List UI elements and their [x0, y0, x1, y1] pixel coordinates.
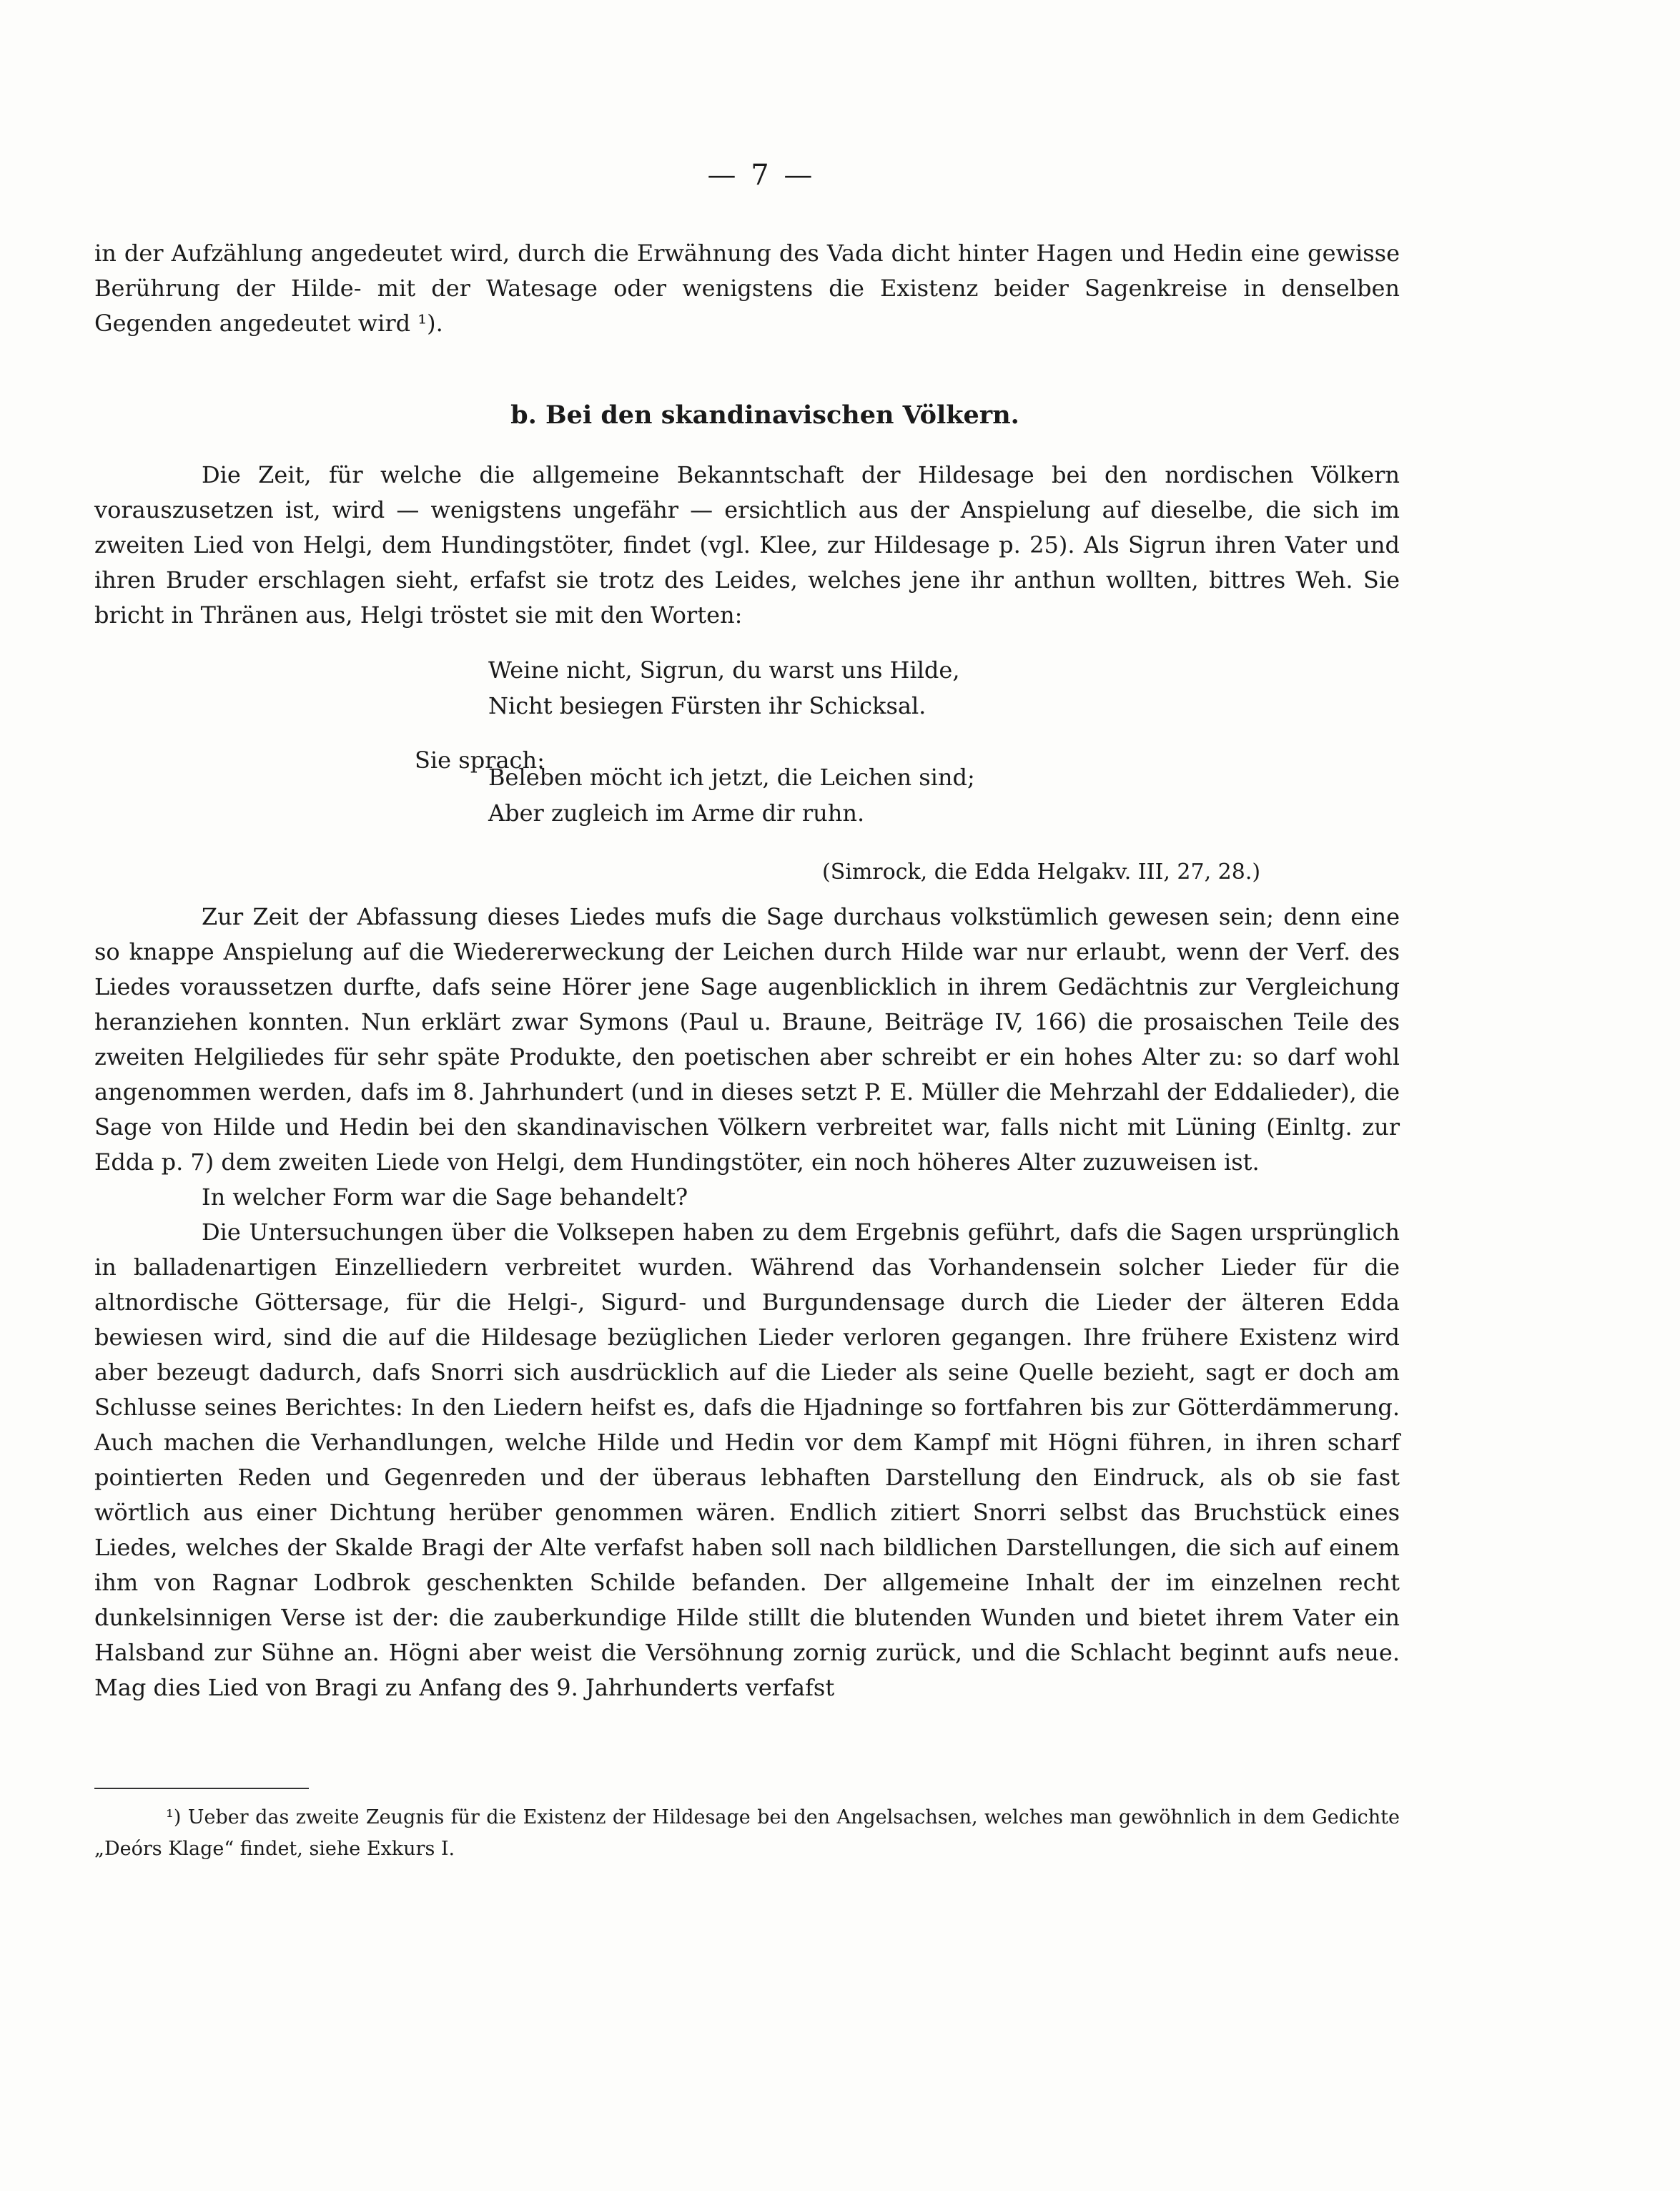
verse-1-line-1: Weine nicht, Sigrun, du warst uns Hilde, [488, 656, 960, 684]
verse-1 [488, 652, 960, 724]
verse-2-line-2: Aber zugleich im Arme dir ruhn. [488, 799, 865, 827]
section-heading: b. Bei den skandinavischen Völkern. [510, 400, 1019, 430]
verse-2 [488, 759, 975, 831]
paragraph-2-text: Die Zeit, für welche die allgemeine Bekanntschaft der Hildesage bei den nordischen Völkern vorauszusetzen ist, wird — wenigstens ungefähr — ersichtlich aus der Anspielung auf dieselbe, die sich im zweiten Lied von Helgi, dem Hundingstöter, findet (vgl. Klee, zur Hildesage p. 25). Als Sigrun ihren Vater und ihren Bruder erschlagen sieht, erfafst sie trotz des Leides, welches jene ihr anthun wollten, bittres Weh. Sie bricht in Thränen aus, Helgi tröstet sie mit den Worten: [94, 461, 1400, 629]
paragraph-4-text: In welcher Form war die Sage behandelt? [202, 1183, 688, 1211]
paragraph-1-text: in der Aufzählung angedeutet wird, durch die Erwähnung des Vada dicht hinter Hagen und Hedin eine gewisse Berührung der Hilde- mit der Watesage oder wenigstens die Existenz beider Sagenkreise in denselben Gegenden angedeutet wird ¹). [94, 240, 1400, 337]
paragraph-5-text: Die Untersuchungen über die Volksepen haben zu dem Ergebnis geführt, dafs die Sagen ursprünglich in balladenartigen Einzelliedern verbreitet wurden. Während das Vorhandensein solcher Lieder für die altnordische Göttersage, für die Helgi-, Sigurd- und Burgundensage durch die Lieder der älteren Edda bewiesen wird, sind die auf die Hildesage bezüglichen Lieder verloren gegangen. Ihre frühere Existenz wird aber bezeugt dadurch, dafs Snorri sich ausdrücklich auf die Lieder als seine Quelle bezieht, sagt er doch am Schlusse seines Berichtes: In den Liedern heifst es, dafs die Hjadninge so fortfahren bis zur Götterdämmerung. Auch machen die Verhandlungen, welche Hilde und Hedin vor dem Kampf mit Högni führen, in ihren scharf pointierten Reden und Gegenreden und der überaus lebhaften Darstellung den Eindruck, als ob sie fast wörtlich aus einer Dichtung herüber genommen wären. Endlich zitiert Snorri selbst das Bruchstück eines Liedes, welches der Skalde Bragi der Alte verfafst haben soll nach bildlichen Darstellungen, die sich auf einem ihm von Ragnar Lodbrok geschenkten Schilde befanden. Der allgemeine Inhalt der im einzelnen recht dunkelsinnigen Verse ist der: die zauberkundige Hilde stillt die blutenden Wunden und bietet ihrem Vater ein Halsband zur Sühne an. Högni aber weist die Versöhnung zornig zurück, und die Schlacht beginnt aufs neue. Mag dies Lied von Bragi zu Anfang des 9. Jahrhunderts verfafst [94, 1218, 1400, 1701]
verse-1-line-2: Nicht besiegen Fürsten ihr Schicksal. [488, 692, 927, 719]
page-number: — 7 — [707, 159, 816, 192]
paragraph-2 [94, 458, 1400, 633]
verse-2-line-1: Beleben möcht ich jetzt, die Leichen sind; [488, 764, 975, 791]
footnote-divider [94, 1788, 309, 1789]
speaker-line: Sie sprach: [415, 747, 545, 774]
paragraph-1 [94, 236, 1400, 341]
paragraph-3-text: Zur Zeit der Abfassung dieses Liedes mufs die Sage durchaus volkstümlich gewesen sein; denn eine so knappe Anspielung auf die Wiedererweckung der Leichen durch Hilde war nur erlaubt, wenn der Verf. des Liedes voraussetzen durfte, dafs seine Hörer jene Sage augenblicklich in ihrem Gedächtnis zur Vergleichung heranziehen konnten. Nun erklärt zwar Symons (Paul u. Braune, Beiträge IV, 166) die prosaischen Teile des zweiten Helgiliedes für sehr späte Produkte, den poetischen aber schreibt er ein hohes Alter zu: so darf wohl angenommen werden, dafs im 8. Jahrhundert (und in dieses setzt P. E. Müller die Mehrzahl der Eddalieder), die Sage von Hilde und Hedin bei den skandinavischen Völkern verbreitet war, falls nicht mit Lüning (Einltg. zur Edda p. 7) dem zweiten Liede von Helgi, dem Hundingstöter, ein noch höheres Alter zuzuweisen ist. [94, 903, 1400, 1176]
footnote: ¹) Ueber das zweite Zeugnis für die Existenz der Hildesage bei den Angelsachsen, welches man gewöhnlich in dem Gedichte „Deórs Klage“ findet, siehe Exkurs I. [94, 1806, 1400, 1860]
main-text [94, 900, 1400, 1705]
citation: (Simrock, die Edda Helgakv. III, 27, 28.) [822, 860, 1261, 885]
